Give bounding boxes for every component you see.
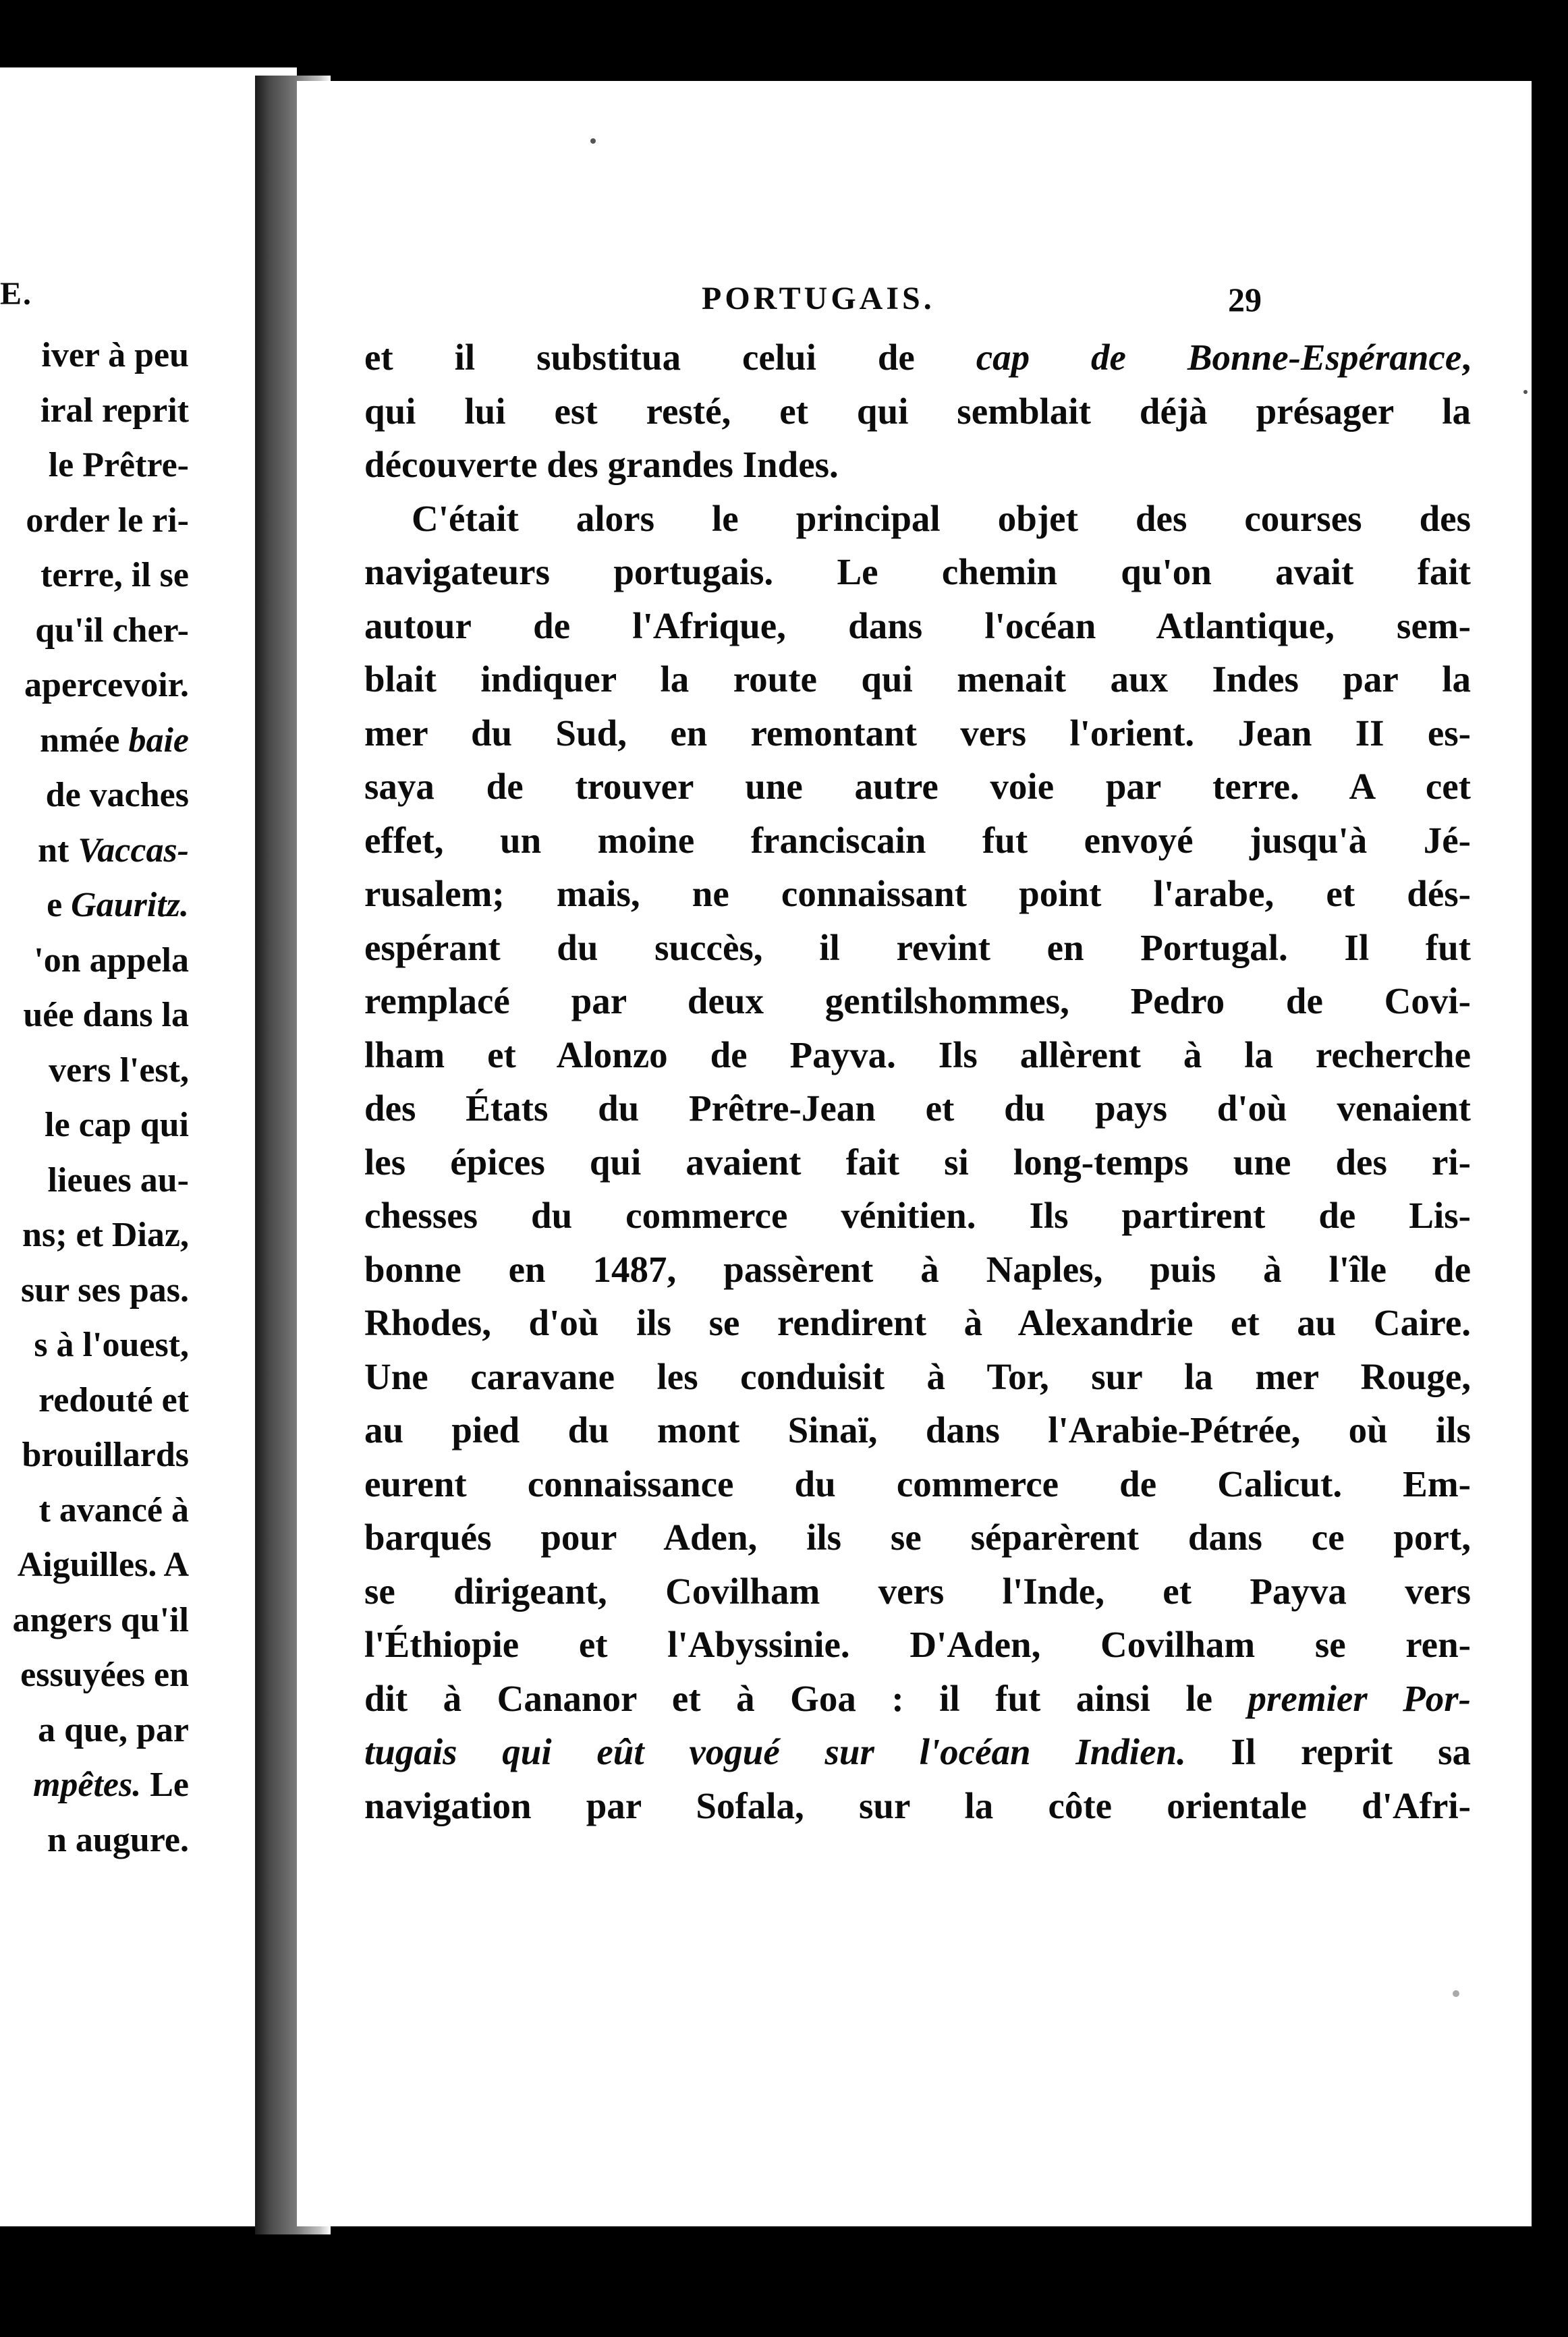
left-line-text: Le — [141, 1766, 189, 1804]
line-text: et il substitua celui de — [364, 337, 976, 378]
left-page-line — [0, 1538, 189, 1593]
left-page-line — [0, 1703, 189, 1758]
text-line — [364, 1296, 1471, 1350]
left-line-text: essuyées en — [20, 1656, 189, 1694]
left-line-text: le Prêtre- — [48, 446, 189, 484]
text-line — [364, 1779, 1471, 1833]
line-text: effet, un moine franciscain fut envoyé jusqu'à Jé- — [364, 819, 1471, 861]
left-page-line — [0, 1153, 189, 1208]
left-page-line — [0, 1648, 189, 1703]
left-line-text: nt — [38, 830, 78, 870]
line-text: barqués pour Aden, ils se séparèrent dans ce port, — [364, 1517, 1471, 1558]
text-line — [364, 545, 1471, 599]
left-line-text: lieues au- — [47, 1160, 189, 1200]
text-line — [364, 814, 1471, 868]
left-page-line — [0, 328, 189, 383]
text-line — [364, 760, 1471, 814]
text-line — [364, 1511, 1471, 1565]
line-text: blait indiquer la route qui menait aux Indes par la — [364, 658, 1471, 700]
line-text: découverte des grandes Indes. — [364, 444, 839, 485]
line-text: se dirigeant, Covilham vers l'Inde, et Payva vers — [364, 1570, 1471, 1612]
left-page-line — [0, 988, 189, 1043]
left-line-text: iral reprit — [40, 391, 189, 430]
left-page-line — [0, 1208, 189, 1263]
left-line-text: t avancé à — [38, 1490, 189, 1529]
line-text: qui lui est resté, et qui semblait déjà présager la — [364, 390, 1471, 432]
line-text: , — [1461, 337, 1472, 378]
text-line — [364, 1457, 1471, 1511]
line-text: C'était alors le principal objet des courses des — [412, 497, 1471, 539]
left-page-line — [0, 933, 189, 988]
left-page-line — [0, 1593, 189, 1648]
left-line-text: le cap qui — [45, 1106, 189, 1144]
line-text: remplacé par deux gentilshommes, Pedro de Covi- — [364, 980, 1471, 1021]
line-text: chesses du commerce vénitien. Ils partirent de Lis- — [364, 1195, 1471, 1236]
text-line — [364, 867, 1471, 921]
left-page-line — [0, 1428, 189, 1483]
text-line — [364, 1672, 1471, 1726]
left-line-text: sur ses pas. — [20, 1270, 189, 1310]
left-page-line — [0, 878, 189, 933]
text-line — [364, 438, 1471, 492]
left-line-text: a que, par — [38, 1710, 189, 1749]
left-line-text: iver à peu — [41, 336, 189, 374]
line-text: bonne en 1487, passèrent à Naples, puis à l'île de — [364, 1248, 1471, 1290]
italic-text: premier Por- — [1248, 1677, 1471, 1719]
page-header — [297, 280, 1559, 320]
left-line-text: angers qu'il — [12, 1600, 189, 1639]
italic-text: cap de Bonne-Espérance — [976, 337, 1462, 378]
scan-speck — [1453, 1990, 1459, 1997]
line-text: Il reprit sa — [1185, 1731, 1471, 1772]
left-page-line — [0, 823, 189, 878]
line-text: navigateurs portugais. Le chemin qu'on avait fait — [364, 551, 1471, 592]
text-line — [364, 1189, 1471, 1243]
text-line — [364, 599, 1471, 653]
text-line — [364, 385, 1471, 439]
text-line — [364, 1403, 1471, 1457]
left-line-text: redouté et — [38, 1380, 189, 1419]
line-text: navigation par Sofala, sur la côte orientale d'Afri- — [364, 1784, 1471, 1826]
line-text: eurent connaissance du commerce de Calicut. Em- — [364, 1463, 1471, 1504]
line-text: autour de l'Afrique, dans l'océan Atlantique, sem- — [364, 604, 1471, 646]
line-text: espérant du succès, il revint en Portugal. Il fut — [364, 926, 1471, 968]
left-page-line — [0, 658, 189, 713]
body-text — [364, 331, 1471, 1832]
left-line-text: e — [47, 886, 72, 924]
page-number: 29 — [1228, 281, 1262, 318]
left-line-text: terre, il se — [40, 556, 189, 594]
line-text: dit à Cananor et à Goa : il fut ainsi le — [364, 1677, 1248, 1719]
text-line — [364, 331, 1471, 385]
left-line-text: qu'il cher- — [35, 611, 189, 650]
left-line-italic: Vaccas- — [78, 830, 189, 870]
left-page-line — [0, 383, 189, 439]
left-page-header: E. — [0, 276, 33, 312]
left-line-text: vers l'est, — [49, 1050, 189, 1090]
left-line-text: s à l'ouest, — [34, 1326, 189, 1364]
left-page-line — [0, 493, 189, 548]
left-line-text: nmée — [40, 721, 129, 760]
text-line — [364, 1350, 1471, 1404]
text-line — [364, 1725, 1471, 1779]
left-page-line — [0, 1757, 189, 1813]
left-line-text: order le ri- — [26, 501, 189, 540]
left-page-line — [0, 1373, 189, 1428]
line-text: Une caravane les conduisit à Tor, sur la mer Rouge, — [364, 1355, 1471, 1397]
left-page-line — [0, 1813, 189, 1868]
text-line — [364, 1565, 1471, 1618]
text-line — [364, 921, 1471, 975]
left-page-line — [0, 548, 189, 603]
text-line — [364, 1135, 1471, 1189]
left-line-italic: baie — [128, 721, 189, 760]
left-page-line — [0, 1318, 189, 1373]
line-text: mer du Sud, en remontant vers l'orient. Jean II es- — [364, 712, 1471, 754]
line-text: les épices qui avaient fait si long-temps une des ri- — [364, 1141, 1471, 1183]
text-line — [364, 492, 1471, 546]
scan-speck — [590, 138, 596, 144]
text-line — [364, 652, 1471, 706]
line-text: au pied du mont Sinaï, dans l'Arabie-Pétrée, où ils — [364, 1409, 1471, 1451]
left-page-line — [0, 438, 189, 493]
left-line-text: Aiguilles. A — [17, 1546, 189, 1584]
left-page-line — [0, 603, 189, 658]
text-line — [364, 1081, 1471, 1135]
line-text: rusalem; mais, ne connaissant point l'arabe, et dés- — [364, 873, 1471, 914]
text-line — [364, 974, 1471, 1028]
text-line — [364, 1243, 1471, 1297]
left-page-line — [0, 1263, 189, 1318]
left-line-text: de vaches — [45, 776, 189, 814]
text-line — [364, 1028, 1471, 1082]
left-line-text: uée dans la — [23, 996, 189, 1034]
right-page — [297, 81, 1532, 2226]
line-text: des États du Prêtre-Jean et du pays d'où venaient — [364, 1088, 1471, 1129]
line-text: saya de trouver une autre voie par terre. A cet — [364, 766, 1471, 807]
italic-text: tugais qui eût vogué sur l'océan Indien. — [364, 1731, 1186, 1772]
scan-speck — [1523, 390, 1528, 394]
running-head: PORTUGAIS. — [702, 281, 935, 316]
left-facing-page — [0, 67, 297, 2226]
left-page-line — [0, 1098, 189, 1153]
left-page-line — [0, 768, 189, 823]
line-text: lham et Alonzo de Payva. Ils allèrent à la recherche — [364, 1034, 1471, 1075]
left-line-text: 'on appela — [34, 940, 189, 980]
left-page-line — [0, 1043, 189, 1098]
left-line-italic: mpêtes. — [32, 1766, 142, 1804]
line-text: l'Éthiopie et l'Abyssinie. D'Aden, Covilham se ren- — [364, 1624, 1471, 1665]
left-page-text — [0, 328, 189, 1867]
left-page-line — [0, 1483, 189, 1538]
left-line-italic: Gauritz. — [71, 886, 189, 924]
left-line-text: n augure. — [47, 1820, 189, 1859]
text-line — [364, 1618, 1471, 1672]
left-line-text: brouillards — [22, 1436, 189, 1474]
left-line-text: apercevoir. — [24, 666, 189, 704]
left-line-text: ns; et Diaz, — [22, 1216, 189, 1254]
line-text: Rhodes, d'où ils se rendirent à Alexandrie et au Caire. — [364, 1302, 1471, 1343]
text-line — [364, 706, 1471, 760]
left-page-line — [0, 713, 189, 768]
